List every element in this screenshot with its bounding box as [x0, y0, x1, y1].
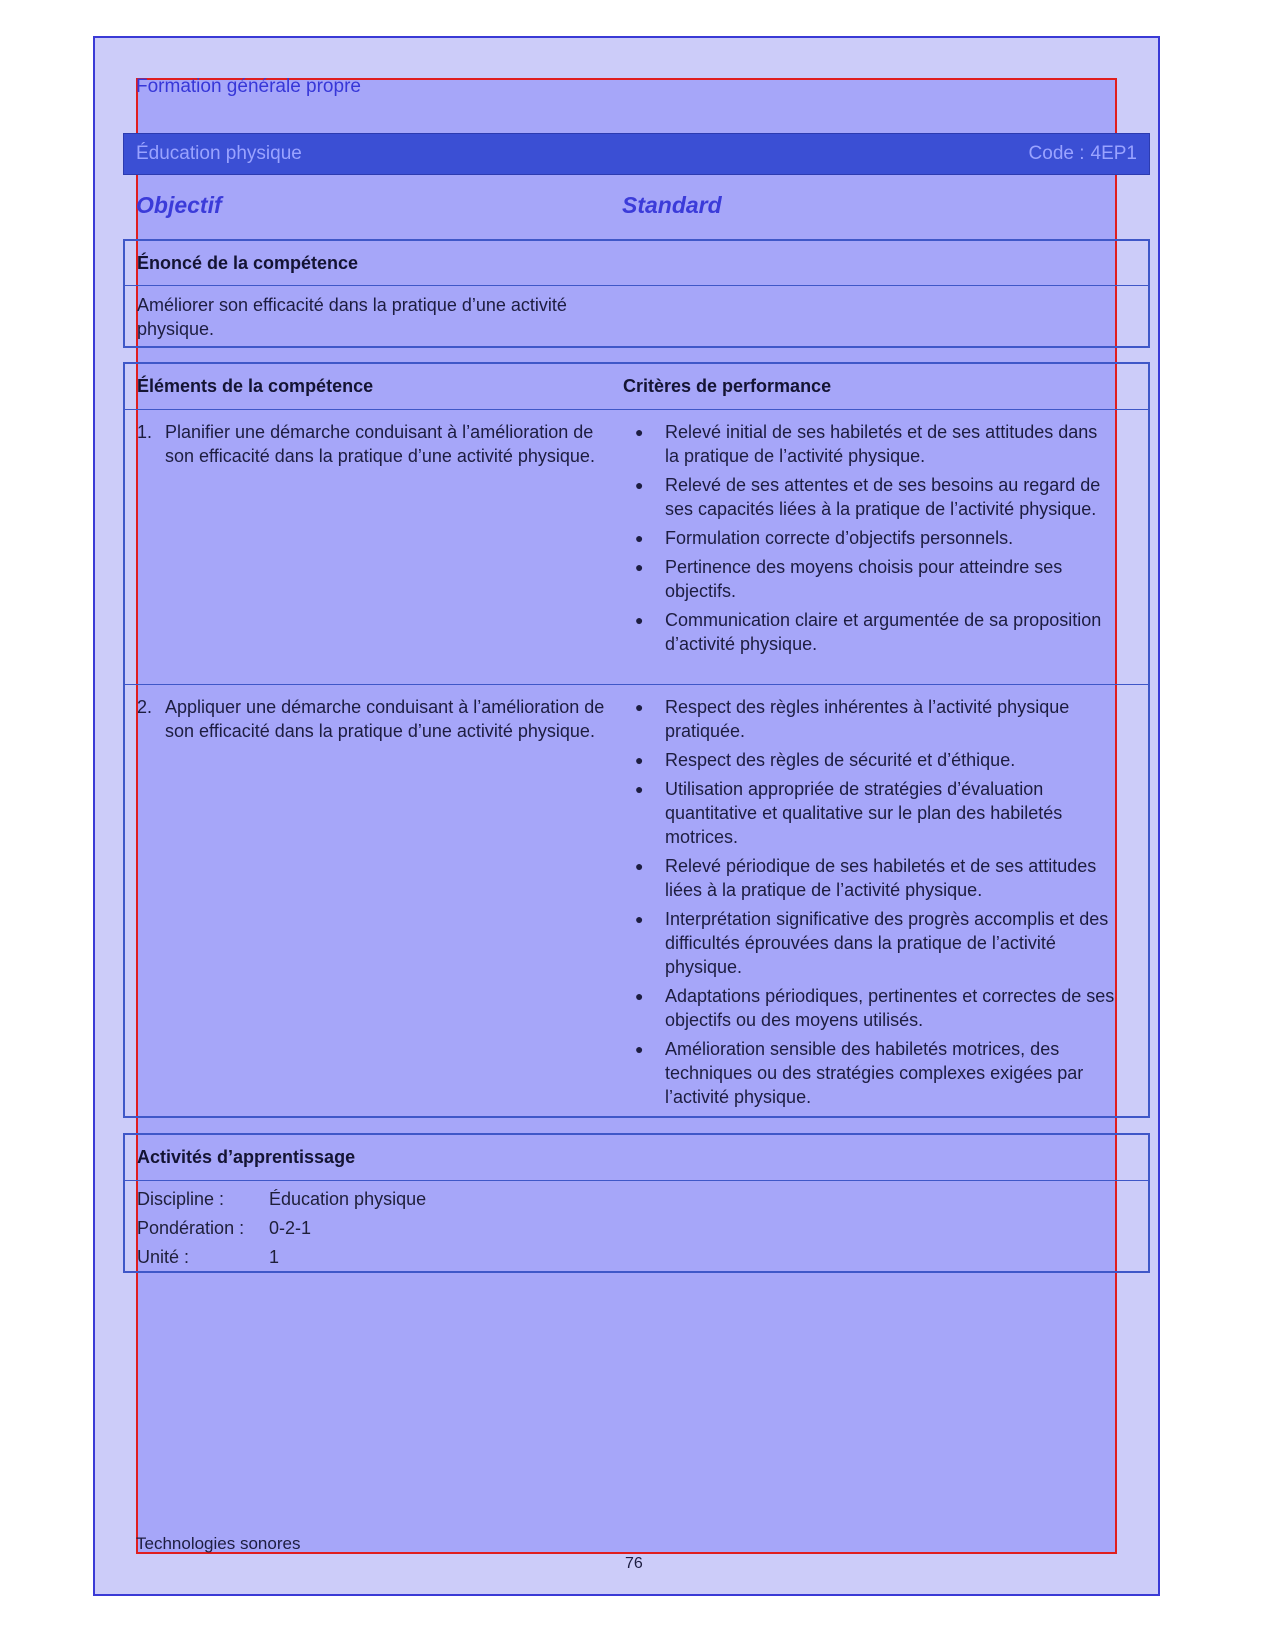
criteria-item [635, 777, 1115, 849]
criteria-text: Communication claire et argumentée de sa proposition d’activité physique. [665, 610, 1102, 654]
bullet-dot-icon: ● [635, 477, 644, 493]
discipline-label: Discipline : [137, 1189, 225, 1209]
criteria-item [635, 473, 1115, 521]
code-value: 4EP1 [1090, 143, 1137, 164]
criteria-text: Respect des règles de sécurité et d’éthique. [665, 750, 1016, 770]
criteria-text: Respect des règles inhérentes à l’activité physique pratiquée. [665, 697, 1070, 741]
criteria-item [635, 854, 1115, 902]
criteria-item [635, 555, 1115, 603]
code-label: Code : [1028, 143, 1085, 164]
criteria-item [635, 420, 1115, 468]
bullet-dot-icon: ● [635, 911, 644, 927]
criteria-text: Formulation correcte d’objectifs personnels. [665, 528, 1014, 548]
unite-row [137, 1243, 1136, 1272]
bullet-dot-icon: ● [635, 858, 644, 874]
element-text-block [137, 420, 607, 468]
criteria-text: Relevé initial de ses habiletés et de ses attitudes dans la pratique de l’activité physique. [665, 422, 1098, 466]
page-number: 76 [625, 1555, 643, 1572]
ponderation-value: 0-2-1 [269, 1218, 312, 1238]
standard-heading: Standard [622, 192, 722, 218]
element-text-block [137, 695, 607, 743]
ponderation-row [137, 1214, 1136, 1243]
objectif-heading: Objectif [136, 192, 222, 218]
bullet-dot-icon: ● [635, 988, 644, 1004]
element-text: Appliquer une démarche conduisant à l’amélioration de son efficacité dans la pratique d’une activité physique. [165, 697, 605, 741]
criteria-item [635, 907, 1115, 979]
enonce-text: Améliorer son efficacité dans la pratique d’une activité physique. [137, 295, 567, 339]
course-title-bar [123, 133, 1150, 175]
bullet-dot-icon: ● [635, 1041, 644, 1057]
criteria-item [635, 748, 1115, 772]
criteria-list [635, 695, 1115, 1114]
learning-section [123, 1133, 1150, 1273]
criteria-text: Amélioration sensible des habiletés motrices, des techniques ou des stratégies complexes exigées par l’activité physique. [665, 1039, 1084, 1107]
element-number: 1. [137, 422, 153, 442]
element-row [125, 410, 1148, 685]
element-text: Planifier une démarche conduisant à l’amélioration de son efficacité dans la pratique d’une activité physique. [165, 422, 595, 466]
criteria-text: Utilisation appropriée de stratégies d’évaluation quantitative et qualitative sur le plan des habiletés motrices. [665, 779, 1063, 847]
discipline-value: Éducation physique [269, 1189, 427, 1209]
bullet-dot-icon: ● [635, 752, 644, 768]
elements-heading: Éléments de la compétence [137, 376, 374, 396]
bullet-dot-icon: ● [635, 699, 644, 715]
criteria-item [635, 526, 1115, 550]
course-code [1029, 143, 1137, 165]
unite-value: 1 [269, 1247, 280, 1267]
bullet-dot-icon: ● [635, 612, 644, 628]
elements-section [123, 362, 1150, 1118]
enonce-heading: Énoncé de la compétence [125, 241, 1148, 286]
criteria-item [635, 984, 1115, 1032]
criteria-item [635, 1037, 1115, 1109]
element-row [125, 685, 1148, 1115]
criteria-item [635, 608, 1115, 656]
course-title: Éducation physique [136, 143, 302, 164]
elements-header [125, 364, 1148, 410]
learning-details [125, 1181, 1148, 1276]
criteria-heading: Critères de performance [623, 376, 832, 396]
criteria-text: Pertinence des moyens choisis pour atteindre ses objectifs. [665, 557, 1063, 601]
criteria-item [635, 695, 1115, 743]
criteria-text: Relevé périodique de ses habiletés et de ses attitudes liées à la pratique de l’activité physique. [665, 856, 1097, 900]
bullet-dot-icon: ● [635, 530, 644, 546]
element-number: 2. [137, 697, 153, 717]
learning-heading: Activités d’apprentissage [125, 1135, 1148, 1181]
bullet-dot-icon: ● [635, 781, 644, 797]
ponderation-label: Pondération : [137, 1218, 245, 1238]
criteria-text: Relevé de ses attentes et de ses besoins au regard de ses capacités liées à la pratique de l’activité physique. [665, 475, 1101, 519]
header-label: Formation générale propre [136, 76, 361, 97]
column-headings [136, 192, 1126, 222]
unite-label: Unité : [137, 1247, 190, 1267]
criteria-list [635, 420, 1115, 661]
bullet-dot-icon: ● [635, 559, 644, 575]
bullet-dot-icon: ● [635, 424, 644, 440]
footer-program: Technologies sonores [136, 1534, 301, 1553]
enonce-section [123, 239, 1150, 348]
discipline-row [137, 1185, 1136, 1214]
criteria-text: Interprétation significative des progrès accomplis et des difficultés éprouvées dans la pratique de l’activité physique. [665, 909, 1109, 977]
criteria-text: Adaptations périodiques, pertinentes et correctes de ses objectifs ou des moyens utilisés. [665, 986, 1115, 1030]
